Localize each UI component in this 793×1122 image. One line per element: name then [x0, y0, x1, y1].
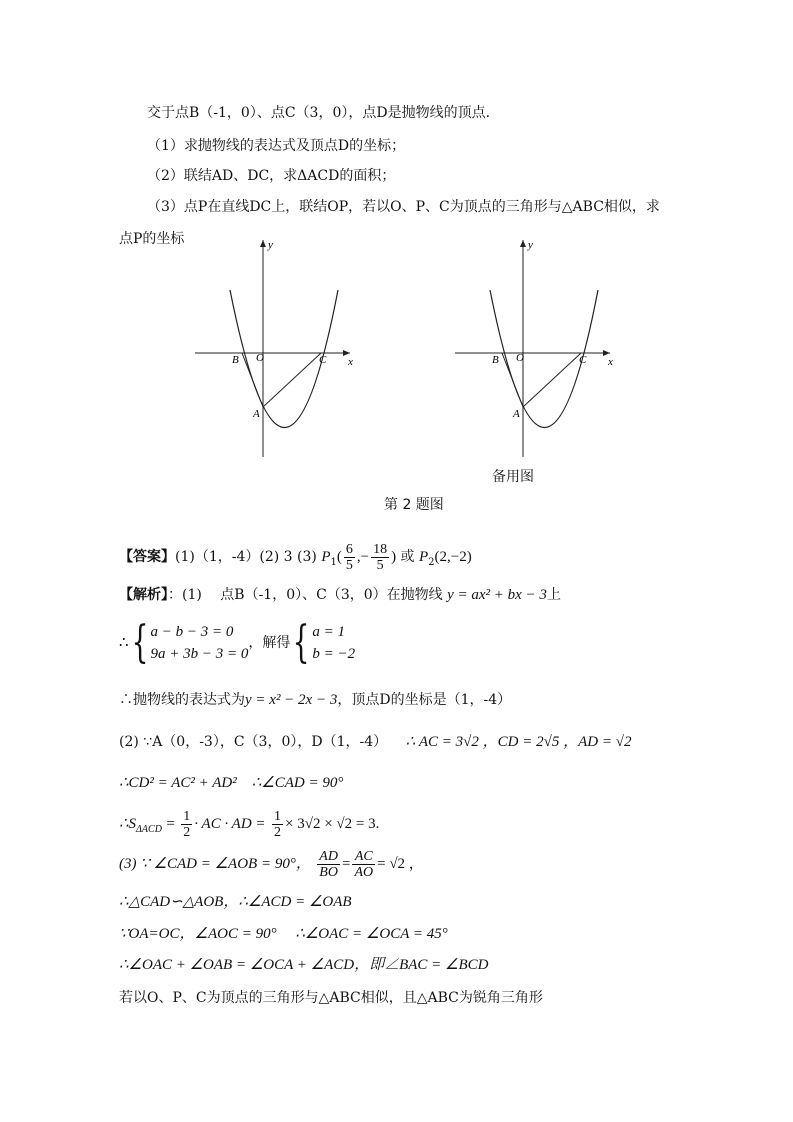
- fraction-6-5: [344, 542, 355, 573]
- analysis-line-9: ∵OA=OC，∠AOC = 90° ∴∠OAC = ∠OCA = 45°: [119, 926, 448, 942]
- backup-figure-caption: 备用图: [492, 469, 534, 485]
- analysis-line-10: ∴∠OAC + ∠OAB = ∠OCA + ∠ACD，即∠BAC = ∠BCD: [119, 957, 489, 973]
- solution-system: [312, 621, 355, 665]
- y-axis-label: y: [528, 239, 533, 251]
- fraction-numerator: 18: [373, 541, 388, 557]
- answer-tag: 【答案】: [119, 549, 175, 565]
- analysis-tag: 【解析】: [119, 587, 168, 603]
- area-result: × 3√2 × √2 = 3.: [285, 816, 380, 832]
- parabola-figure-main: [190, 235, 360, 465]
- area-symbol: ∴S: [119, 816, 137, 832]
- p1-subscript: 1: [330, 556, 337, 568]
- fraction-18-5: [371, 542, 389, 573]
- point-c-label: C: [579, 354, 587, 366]
- analysis-line-1: [119, 585, 561, 605]
- point-c-label: C: [319, 354, 327, 366]
- left-brace-icon: {: [293, 617, 310, 668]
- equals-sign: =: [166, 816, 175, 832]
- left-brace-icon: {: [131, 617, 148, 668]
- x-axis-label: x: [348, 356, 353, 368]
- segment-lengths: ∴ AC = 3√2 ，CD = 2√5 ，AD = √2: [405, 734, 632, 750]
- answer-text: (1)（1，-4）(2) 3 (3): [175, 549, 317, 565]
- fraction-denominator: 5: [345, 557, 353, 573]
- fraction-denominator: AO: [354, 864, 374, 880]
- point-b-label: B: [492, 354, 499, 366]
- angle-equality: (3) ∵ ∠CAD = ∠AOB = 90°，: [119, 856, 311, 872]
- analysis-line-6: [119, 806, 379, 848]
- equation-1: a − b − 3 = 0: [150, 624, 234, 640]
- p1-close-paren: ): [391, 549, 397, 565]
- expression-intro: ∴抛物线的表达式为: [119, 692, 245, 708]
- or-word: 或: [400, 549, 415, 565]
- equation-system-line: [119, 618, 355, 672]
- fraction-numerator: 1: [274, 808, 281, 824]
- origin-label: O: [256, 352, 264, 364]
- question-3: （3）点P在直线DC上，联结OP，若以O、P、C为顶点的三角形与△ABC相似，求: [147, 199, 660, 215]
- point-coordinates: (2) ∵A（0，-3），C（3，0），D（1，-4）: [119, 734, 388, 750]
- parabola-figure-backup: [450, 235, 620, 465]
- fraction-denominator: 5: [376, 557, 384, 573]
- therefore-symbol: ∴: [119, 635, 129, 651]
- vertex-coordinates: ，顶点D的坐标是（1，-4）: [337, 692, 512, 708]
- origin-label: O: [516, 352, 524, 364]
- analysis-line-11: 若以O、P、C为顶点的三角形与△ABC相似，且△ABC为锐角三角形: [119, 990, 543, 1006]
- solve-word: ，解得: [248, 635, 291, 651]
- question-3-cont: 点P的坐标: [119, 231, 185, 247]
- ratio-ac-ao: [352, 849, 375, 880]
- point-a-label: A: [513, 408, 520, 420]
- analysis-line-7: [119, 846, 424, 882]
- fraction-denominator: BO: [319, 864, 338, 880]
- fraction-numerator: AC: [352, 849, 375, 865]
- analysis-step-1: ：(1) 点B（-1，0）、C（3，0）在抛物线: [168, 587, 443, 603]
- equation-2: 9a + 3b − 3 = 0: [150, 646, 249, 662]
- fraction-numerator: 6: [345, 541, 353, 557]
- p2-subscript: 2: [428, 556, 435, 568]
- fraction-denominator: 2: [274, 824, 281, 840]
- x-axis-label: x: [608, 356, 613, 368]
- fraction-numerator: AD: [319, 848, 338, 864]
- analysis-line-8: ∴△CAD∽△AOB，∴∠ACD = ∠OAB: [119, 894, 352, 910]
- problem-line-1: 交于点B（-1，0）、点C（3，0），点D是抛物线的顶点.: [147, 105, 491, 121]
- p2-symbol: P: [418, 549, 429, 565]
- equation-system: [151, 621, 249, 665]
- p1-symbol: P: [321, 549, 331, 565]
- p1-separator: ,−: [356, 549, 370, 565]
- point-a-label: A: [253, 408, 260, 420]
- ratio-ad-bo: [317, 849, 340, 880]
- question-1: （1）求抛物线的表达式及顶点D的坐标；: [147, 138, 406, 154]
- y-axis-label: y: [268, 239, 273, 251]
- fraction-one-half: [272, 809, 283, 840]
- equals-sign: =: [341, 856, 351, 872]
- fraction-denominator: 2: [183, 824, 191, 840]
- analysis-line-4: [119, 732, 631, 752]
- fraction-numerator: 1: [183, 808, 191, 824]
- area-product: · AC · AD =: [194, 816, 266, 832]
- p2-coord: (2,−2): [434, 549, 472, 565]
- fraction-one-half: [181, 809, 192, 840]
- question-2: （2）联结AD、DC，求ΔACD的面积；: [147, 168, 396, 184]
- point-b-label: B: [232, 354, 239, 366]
- analysis-step-1-end: 上: [546, 587, 561, 603]
- analysis-line-5: ∴CD² = AC² + AD² ∴∠CAD = 90°: [119, 775, 344, 791]
- ratio-result: = √2 ，: [377, 856, 424, 872]
- solution-b: b = −2: [312, 646, 356, 662]
- parabola-equation-general: y = ax² + bx − 3: [447, 587, 547, 603]
- answer-line: [119, 540, 472, 580]
- parabola-equation: y = x² − 2x − 3: [245, 692, 338, 708]
- p1-open-paren: (: [336, 549, 342, 565]
- figure-caption: 第 2 题图: [384, 497, 444, 513]
- area-subscript: ΔACD: [136, 823, 162, 835]
- analysis-line-3: [119, 690, 511, 710]
- solution-a: a = 1: [312, 624, 346, 640]
